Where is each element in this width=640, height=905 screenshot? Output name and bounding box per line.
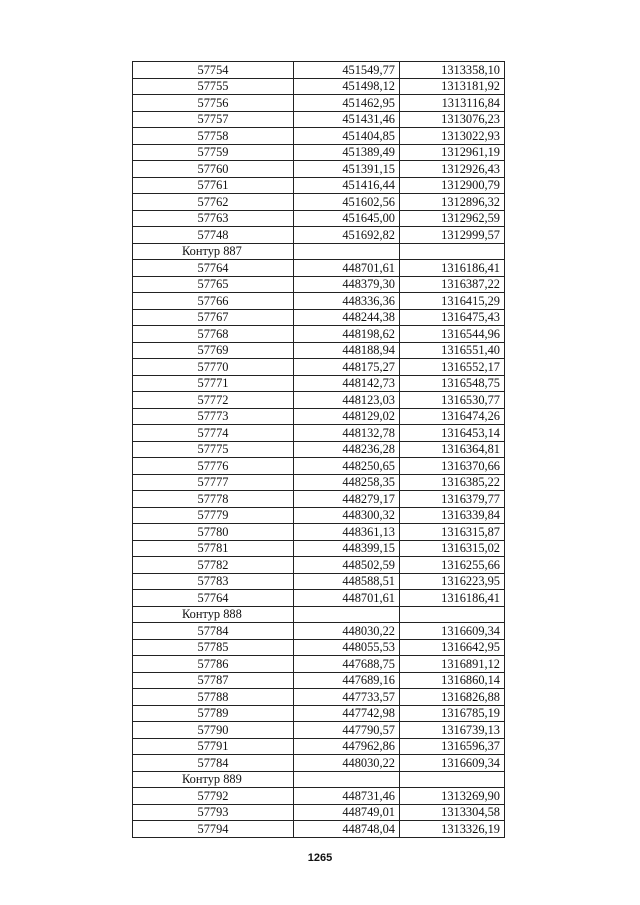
- point-number: 57761: [133, 177, 294, 194]
- x-coordinate: 448236,28: [294, 441, 400, 458]
- table-row: [133, 672, 505, 689]
- y-coordinate: 1316186,41: [400, 260, 505, 277]
- table-row: [133, 540, 505, 557]
- y-coordinate: 1316552,17: [400, 359, 505, 376]
- y-coordinate: 1316548,75: [400, 375, 505, 392]
- x-coordinate: 447790,57: [294, 722, 400, 739]
- y-coordinate: 1316609,34: [400, 755, 505, 772]
- table-row: [133, 95, 505, 112]
- y-coordinate: 1316370,66: [400, 458, 505, 475]
- point-number: 57777: [133, 474, 294, 491]
- contour-header-row: [133, 243, 505, 260]
- x-coordinate: 448361,13: [294, 524, 400, 541]
- point-number: 57790: [133, 722, 294, 739]
- table-row: [133, 755, 505, 772]
- x-coordinate: 451462,95: [294, 95, 400, 112]
- x-coordinate: 448701,61: [294, 260, 400, 277]
- table-row: [133, 788, 505, 805]
- table-row: [133, 194, 505, 211]
- point-number: 57793: [133, 804, 294, 821]
- empty-cell: [294, 771, 400, 788]
- point-number: 57768: [133, 326, 294, 343]
- point-number: 57774: [133, 425, 294, 442]
- x-coordinate: 447733,57: [294, 689, 400, 706]
- y-coordinate: 1313326,19: [400, 821, 505, 838]
- point-number: 57783: [133, 573, 294, 590]
- y-coordinate: 1312962,59: [400, 210, 505, 227]
- table-row: [133, 623, 505, 640]
- y-coordinate: 1316891,12: [400, 656, 505, 673]
- point-number: 57775: [133, 441, 294, 458]
- x-coordinate: 451416,44: [294, 177, 400, 194]
- y-coordinate: 1316826,88: [400, 689, 505, 706]
- x-coordinate: 451431,46: [294, 111, 400, 128]
- y-coordinate: 1316642,95: [400, 639, 505, 656]
- table-row: [133, 705, 505, 722]
- table-row: [133, 342, 505, 359]
- point-number: 57785: [133, 639, 294, 656]
- contour-label: Контур 888: [133, 606, 294, 623]
- x-coordinate: 448300,32: [294, 507, 400, 524]
- table-row: [133, 722, 505, 739]
- point-number: 57776: [133, 458, 294, 475]
- point-number: 57779: [133, 507, 294, 524]
- y-coordinate: 1316387,22: [400, 276, 505, 293]
- table-row: [133, 425, 505, 442]
- point-number: 57791: [133, 738, 294, 755]
- x-coordinate: 447689,16: [294, 672, 400, 689]
- table-row: [133, 557, 505, 574]
- table-row: [133, 260, 505, 277]
- y-coordinate: 1316223,95: [400, 573, 505, 590]
- table-row: [133, 276, 505, 293]
- x-coordinate: 451549,77: [294, 62, 400, 79]
- y-coordinate: 1316739,13: [400, 722, 505, 739]
- table-row: [133, 227, 505, 244]
- table-row: [133, 573, 505, 590]
- y-coordinate: 1316315,02: [400, 540, 505, 557]
- point-number: 57772: [133, 392, 294, 409]
- point-number: 57766: [133, 293, 294, 310]
- table-row: [133, 177, 505, 194]
- y-coordinate: 1316453,14: [400, 425, 505, 442]
- contour-label: Контур 889: [133, 771, 294, 788]
- point-number: 57781: [133, 540, 294, 557]
- table-row: [133, 656, 505, 673]
- x-coordinate: 448188,94: [294, 342, 400, 359]
- table-row: [133, 821, 505, 838]
- table-row: [133, 293, 505, 310]
- y-coordinate: 1313358,10: [400, 62, 505, 79]
- y-coordinate: 1313076,23: [400, 111, 505, 128]
- x-coordinate: 448731,46: [294, 788, 400, 805]
- y-coordinate: 1312896,32: [400, 194, 505, 211]
- table-row: [133, 326, 505, 343]
- x-coordinate: 448198,62: [294, 326, 400, 343]
- y-coordinate: 1316475,43: [400, 309, 505, 326]
- y-coordinate: 1313116,84: [400, 95, 505, 112]
- x-coordinate: 448123,03: [294, 392, 400, 409]
- point-number: 57769: [133, 342, 294, 359]
- y-coordinate: 1316530,77: [400, 392, 505, 409]
- point-number: 57757: [133, 111, 294, 128]
- y-coordinate: 1312999,57: [400, 227, 505, 244]
- point-number: 57770: [133, 359, 294, 376]
- y-coordinate: 1313304,58: [400, 804, 505, 821]
- table-row: [133, 62, 505, 79]
- y-coordinate: 1316474,26: [400, 408, 505, 425]
- x-coordinate: 448258,35: [294, 474, 400, 491]
- contour-header-row: [133, 771, 505, 788]
- x-coordinate: 447962,86: [294, 738, 400, 755]
- x-coordinate: 448379,30: [294, 276, 400, 293]
- point-number: 57758: [133, 128, 294, 145]
- point-number: 57764: [133, 260, 294, 277]
- x-coordinate: 448244,38: [294, 309, 400, 326]
- x-coordinate: 448129,02: [294, 408, 400, 425]
- point-number: 57784: [133, 623, 294, 640]
- point-number: 57780: [133, 524, 294, 541]
- point-number: 57755: [133, 78, 294, 95]
- coordinate-table: [132, 61, 505, 838]
- table-row: [133, 210, 505, 227]
- x-coordinate: 448588,51: [294, 573, 400, 590]
- x-coordinate: 448701,61: [294, 590, 400, 607]
- table-row: [133, 144, 505, 161]
- y-coordinate: 1316551,40: [400, 342, 505, 359]
- point-number: 57759: [133, 144, 294, 161]
- empty-cell: [294, 243, 400, 260]
- point-number: 57767: [133, 309, 294, 326]
- contour-label: Контур 887: [133, 243, 294, 260]
- x-coordinate: 451391,15: [294, 161, 400, 178]
- point-number: 57764: [133, 590, 294, 607]
- point-number: 57771: [133, 375, 294, 392]
- x-coordinate: 448502,59: [294, 557, 400, 574]
- table-row: [133, 78, 505, 95]
- contour-header-row: [133, 606, 505, 623]
- x-coordinate: 451389,49: [294, 144, 400, 161]
- y-coordinate: 1312961,19: [400, 144, 505, 161]
- table-row: [133, 474, 505, 491]
- point-number: 57773: [133, 408, 294, 425]
- x-coordinate: 448279,17: [294, 491, 400, 508]
- y-coordinate: 1316255,66: [400, 557, 505, 574]
- y-coordinate: 1316385,22: [400, 474, 505, 491]
- table-row: [133, 738, 505, 755]
- point-number: 57782: [133, 557, 294, 574]
- point-number: 57760: [133, 161, 294, 178]
- table-row: [133, 359, 505, 376]
- point-number: 57748: [133, 227, 294, 244]
- x-coordinate: 451692,82: [294, 227, 400, 244]
- empty-cell: [294, 606, 400, 623]
- table-row: [133, 392, 505, 409]
- point-number: 57789: [133, 705, 294, 722]
- x-coordinate: 448030,22: [294, 623, 400, 640]
- table-row: [133, 524, 505, 541]
- table-row: [133, 441, 505, 458]
- y-coordinate: 1316315,87: [400, 524, 505, 541]
- point-number: 57765: [133, 276, 294, 293]
- point-number: 57778: [133, 491, 294, 508]
- point-number: 57754: [133, 62, 294, 79]
- y-coordinate: 1316415,29: [400, 293, 505, 310]
- table-row: [133, 408, 505, 425]
- point-number: 57788: [133, 689, 294, 706]
- table-row: [133, 639, 505, 656]
- y-coordinate: 1316785,19: [400, 705, 505, 722]
- point-number: 57787: [133, 672, 294, 689]
- y-coordinate: 1316379,77: [400, 491, 505, 508]
- x-coordinate: 448030,22: [294, 755, 400, 772]
- y-coordinate: 1313022,93: [400, 128, 505, 145]
- x-coordinate: 451645,00: [294, 210, 400, 227]
- x-coordinate: 451498,12: [294, 78, 400, 95]
- x-coordinate: 451602,56: [294, 194, 400, 211]
- x-coordinate: 447742,98: [294, 705, 400, 722]
- table-row: [133, 309, 505, 326]
- y-coordinate: 1316364,81: [400, 441, 505, 458]
- x-coordinate: 448336,36: [294, 293, 400, 310]
- table-row: [133, 590, 505, 607]
- point-number: 57762: [133, 194, 294, 211]
- table-row: [133, 375, 505, 392]
- table-row: [133, 111, 505, 128]
- table-row: [133, 689, 505, 706]
- x-coordinate: 451404,85: [294, 128, 400, 145]
- point-number: 57756: [133, 95, 294, 112]
- page-number: 1265: [307, 852, 333, 864]
- y-coordinate: 1313181,92: [400, 78, 505, 95]
- empty-cell: [400, 243, 505, 260]
- point-number: 57786: [133, 656, 294, 673]
- point-number: 57794: [133, 821, 294, 838]
- y-coordinate: 1312900,79: [400, 177, 505, 194]
- x-coordinate: 448142,73: [294, 375, 400, 392]
- x-coordinate: 448175,27: [294, 359, 400, 376]
- y-coordinate: 1316860,14: [400, 672, 505, 689]
- table-row: [133, 458, 505, 475]
- table-row: [133, 507, 505, 524]
- y-coordinate: 1316339,84: [400, 507, 505, 524]
- x-coordinate: 448749,01: [294, 804, 400, 821]
- y-coordinate: 1316609,34: [400, 623, 505, 640]
- empty-cell: [400, 606, 505, 623]
- y-coordinate: 1316544,96: [400, 326, 505, 343]
- table-row: [133, 161, 505, 178]
- x-coordinate: 448748,04: [294, 821, 400, 838]
- point-number: 57763: [133, 210, 294, 227]
- point-number: 57784: [133, 755, 294, 772]
- empty-cell: [400, 771, 505, 788]
- x-coordinate: 447688,75: [294, 656, 400, 673]
- x-coordinate: 448055,53: [294, 639, 400, 656]
- table-row: [133, 804, 505, 821]
- table-row: [133, 491, 505, 508]
- table-row: [133, 128, 505, 145]
- point-number: 57792: [133, 788, 294, 805]
- x-coordinate: 448399,15: [294, 540, 400, 557]
- y-coordinate: 1316596,37: [400, 738, 505, 755]
- table-body: [133, 62, 505, 838]
- x-coordinate: 448250,65: [294, 458, 400, 475]
- x-coordinate: 448132,78: [294, 425, 400, 442]
- y-coordinate: 1313269,90: [400, 788, 505, 805]
- y-coordinate: 1316186,41: [400, 590, 505, 607]
- y-coordinate: 1312926,43: [400, 161, 505, 178]
